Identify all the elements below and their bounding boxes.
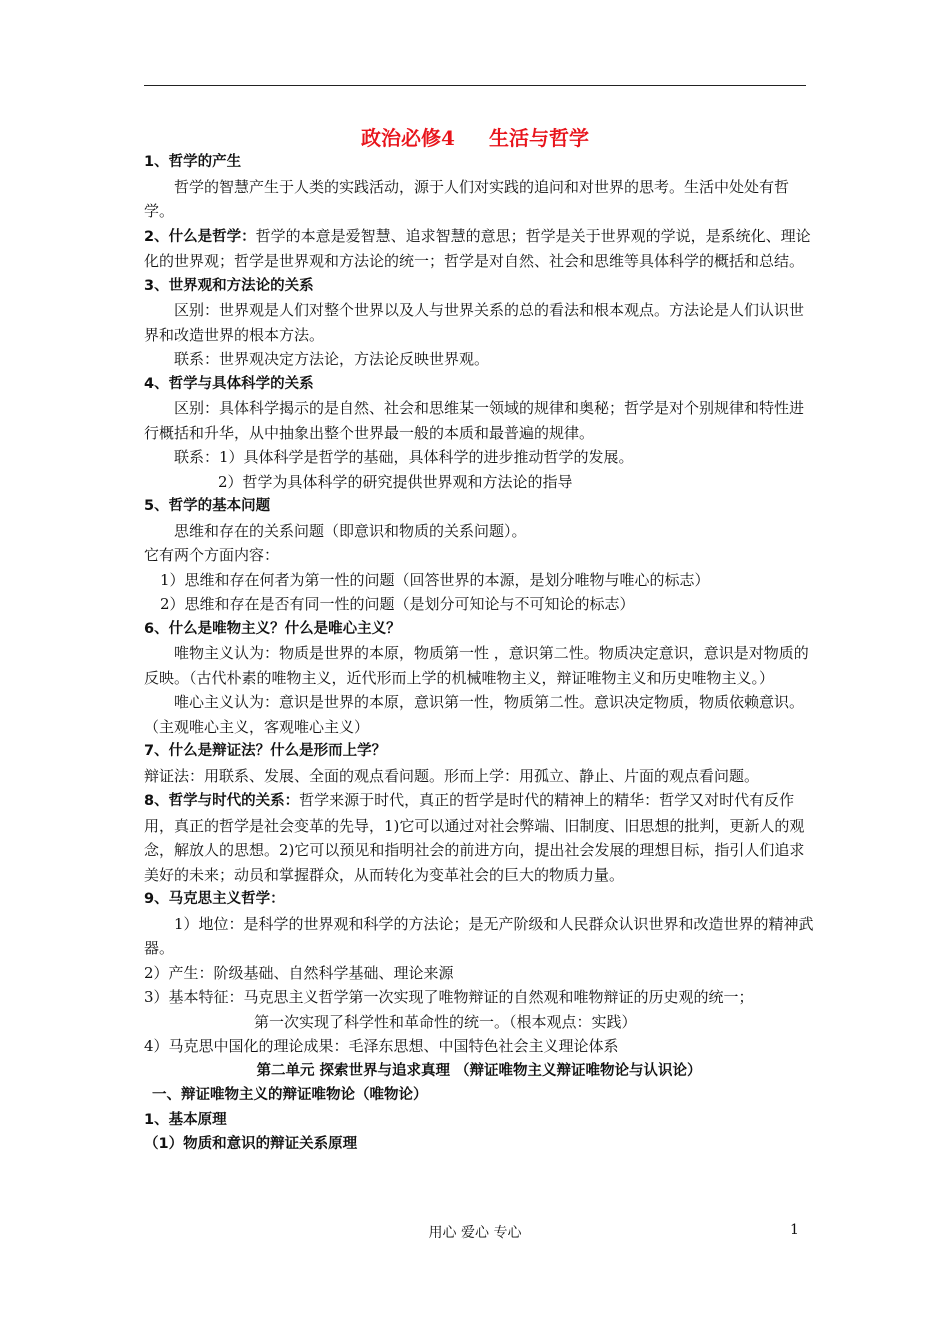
paragraph — [144, 788, 814, 887]
paragraph: 联系：世界观决定方法论，方法论反映世界观。 — [174, 350, 490, 368]
section-heading: 1、哲学的产生 — [144, 154, 242, 170]
paragraph — [144, 224, 814, 274]
list-item: 2）思维和存在是否有同一性的问题（是划分可知论与不可知论的标志） — [160, 595, 635, 613]
paragraph: 3）基本特征：马克思主义哲学第一次实现了唯物辩证的自然观和唯物辩证的历史观的统一； — [144, 988, 754, 1006]
document-body — [144, 150, 814, 1157]
paragraph: 第一次实现了科学性和革命性的统一。（根本观点：实践） — [254, 1012, 637, 1031]
title-course: 政治必修4 — [361, 126, 455, 150]
paragraph: 唯心主义认为：意识是世界的本原，意识第一性，物质第二性。意识决定物质，物质依赖意识。（主观唯心主义，客观唯心主义） — [144, 693, 805, 736]
section-heading: 7、什么是辩证法？什么是形而上学？ — [144, 743, 387, 759]
paragraph: 区别：具体科学揭示的是自然、社会和思维某一领域的规律和奥秘；哲学是对个别规律和特性进行概括和升华，从中抽象出整个世界最一般的本质和最普遍的规律。 — [144, 399, 805, 442]
paragraph-text: 哲学来源于时代，真正的哲学是时代的精神上的精华：哲学又对时代有反作用，真正的哲学是社会变革的先导，1)它可以通过对社会弊端、旧制度、旧思想的批判，更新人的观念，解放人的思想。2)它可以预见和指明社会的前进方向，提出社会发展的理想目标，指引人们追求美好的未来；动员和掌握群众，从而转化为变革社会的巨大的物质力量。 — [144, 791, 805, 884]
title-topic: 生活与哲学 — [488, 126, 589, 150]
paragraph: 4）马克思中国化的理论成果：毛泽东思想、中国特色社会主义理论体系 — [144, 1037, 619, 1055]
paragraph-text: 哲学的本意是爱智慧、追求智慧的意思；哲学是关于世界观的学说，是系统化、理论化的世界观；哲学是世界观和方法论的统一；哲学是对自然、社会和思维等具体科学的概括和总结。 — [144, 226, 811, 270]
section-heading: 4、哲学与具体科学的关系 — [144, 375, 314, 392]
paragraph: 1）地位：是科学的世界观和科学的方法论；是无产阶级和人民群众认识世界和改造世界的精神武器。 — [144, 914, 814, 957]
paragraph: 联系：1）具体科学是哲学的基础，具体科学的进步推动哲学的发展。 — [174, 448, 634, 466]
paragraph: 2）产生：阶级基础、自然科学基础、理论来源 — [144, 963, 454, 982]
list-item: 1）思维和存在何者为第一性的问题（回答世界的本源，是划分唯物与唯心的标志） — [160, 570, 710, 589]
unit-title: 第二单元 探索世界与追求真理 （辩证唯物主义辩证唯物论与认识论） — [256, 1062, 702, 1079]
paragraph: 思维和存在的关系问题（即意识和物质的关系问题）。 — [174, 521, 527, 540]
section-heading: 8、哲学与时代的关系： — [144, 793, 300, 809]
page-title — [0, 122, 950, 151]
paragraph: 2）哲学为具体科学的研究提供世界观和方法论的指导 — [218, 472, 573, 491]
subsection-heading: 1、基本原理 — [144, 1111, 227, 1128]
paragraph: 它有两个方面内容： — [144, 546, 280, 564]
section-heading: 2、什么是哲学： — [144, 228, 256, 245]
section-heading: 9、马克思主义哲学： — [144, 891, 285, 907]
paragraph: 辩证法：用联系、发展、全面的观点看问题。形而上学：用孤立、静止、片面的观点看问题。 — [144, 766, 760, 785]
paragraph: 哲学的智慧产生于人类的实践活动，源于人们对实践的追问和对世界的思考。生活中处处有哲学。 — [144, 177, 790, 220]
header-rule — [144, 85, 806, 86]
section-heading: 6、什么是唯物主义？什么是唯心主义？ — [144, 620, 401, 637]
paragraph: 唯物主义认为：物质是世界的本原，物质第一性 ，意识第二性。物质决定意识，意识是对物质的反映。（古代朴素的唯物主义，近代形而上学的机械唯物主义，辩证唯物主义和历史唯物主义。） — [144, 644, 809, 687]
page-number: 1 — [790, 1222, 799, 1238]
paragraph: 区别：世界观是人们对整个世界以及人与世界关系的总的看法和根本观点。方法论是人们认识世界和改造世界的根本方法。 — [144, 301, 805, 344]
section-heading: 3、世界观和方法论的关系 — [144, 277, 314, 294]
subsection-heading: （1）物质和意识的辩证关系原理 — [144, 1136, 358, 1152]
subsection-heading: 一、辩证唯物主义的辩证唯物论（唯物论） — [152, 1087, 428, 1103]
footer-text: 用心 爱心 专心 — [428, 1225, 522, 1241]
section-heading: 5、哲学的基本问题 — [144, 498, 271, 514]
